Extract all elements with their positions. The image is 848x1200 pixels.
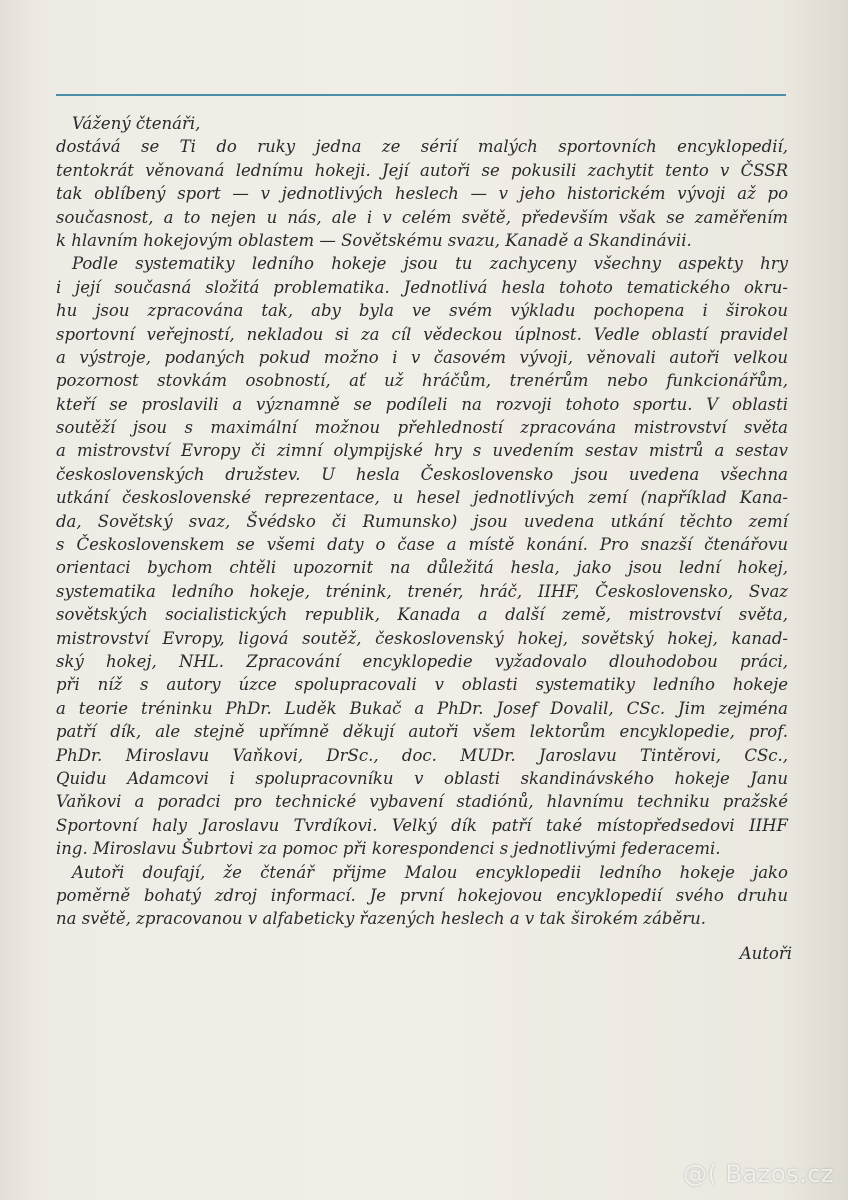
text-line: Vaňkovi a poradci pro technické vybavení stadiónů, hlavnímu techniku pražské	[56, 792, 788, 812]
text-line: tentokrát věnovaná lednímu hokeji. Její autoři se pokusili zachytit tento v ČSSR	[56, 160, 788, 180]
text-line: poměrně bohatý zdroj informací. Je první hokejovou encyklopedií svého druhu	[56, 885, 788, 905]
text-line: utkání československé reprezentace, u hesel jednotlivých zemí (například Kana-	[56, 488, 788, 508]
text-line: a teorie tréninku PhDr. Luděk Bukač a PhDr. Josef Dovalil, CSc. Jim zejména	[56, 698, 788, 718]
watermark-logo: @( Bazos.cz	[683, 1160, 834, 1188]
header-rule	[56, 94, 786, 96]
text-line: Podle systematiky ledního hokeje jsou tu zachyceny všechny aspekty hry	[72, 254, 788, 274]
text-line: dostává se Ti do ruky jedna ze sérií malých sportovních encyklopedií,	[56, 137, 788, 157]
text-line: československých družstev. U hesla Československo jsou uvedena všechna	[56, 464, 788, 484]
text-line: a výstroje, podaných pokud možno i v časovém vývoji, věnovali autoři velkou	[56, 347, 788, 367]
preface-text	[56, 112, 788, 931]
text-line: patří dík, ale stejně upřímně děkují autoři všem lektorům encyklopedie, prof.	[56, 722, 788, 742]
text-line: orientaci bychom chtěli upozornit na důležitá hesla, jako jsou lední hokej,	[56, 558, 788, 578]
text-line: s Československem se všemi daty o čase a místě konání. Pro snazší čtenářovu	[56, 535, 788, 555]
signature: Autoři	[739, 944, 792, 963]
text-line: hu jsou zpracována tak, aby byla ve svém výkladu pochopena i širokou	[56, 301, 788, 321]
text-line: současnost, a to nejen u nás, ale i v celém světě, především však se zaměřením	[56, 207, 788, 227]
text-line: Quidu Adamcovi i spolupracovníku v oblasti skandinávského hokeje Janu	[56, 768, 788, 788]
text-line: Vážený čtenáři,	[72, 114, 201, 133]
text-line: ing. Miroslavu Šubrtovi za pomoc při korespondenci s jednotlivými federacemi.	[56, 839, 721, 859]
text-line: da, Sovětský svaz, Švédsko či Rumunsko) jsou uvedena utkání těchto zemí	[56, 511, 788, 531]
text-line: PhDr. Miroslavu Vaňkovi, DrSc., doc. MUDr. Jaroslavu Tintěrovi, CSc.,	[56, 745, 788, 765]
text-line: ský hokej, NHL. Zpracování encyklopedie vyžadovalo dlouhodobou práci,	[56, 651, 788, 671]
text-line: sovětských socialistických republik, Kanada a další země, mistrovství světa,	[56, 605, 788, 625]
text-line: Sportovní haly Jaroslavu Tvrdíkovi. Velký dík patří také místopředsedovi IIHF	[56, 815, 788, 835]
text-line: k hlavním hokejovým oblastem — Sovětskému svazu, Kanadě a Skandinávii.	[56, 230, 692, 250]
text-line: soutěží jsou s maximální možnou přehledností zpracována mistrovství světa	[56, 418, 788, 438]
text-line: mistrovství Evropy, ligová soutěž, československý hokej, sovětský hokej, kanad-	[56, 628, 788, 648]
text-line: kteří se proslavili a významně se podíleli na rozvoji tohoto sportu. V oblasti	[56, 394, 788, 414]
text-line: sportovní veřejností, nekladou si za cíl vědeckou úplnost. Vedle oblastí pravidel	[56, 324, 788, 344]
text-line: a mistrovství Evropy či zimní olympijské hry s uvedením sestav mistrů a sestav	[56, 441, 788, 461]
text-line: na světě, zpracovanou v alfabeticky řazených heslech a v tak širokém záběru.	[56, 909, 707, 929]
text-line: i její současná složitá problematika. Jednotlivá hesla tohoto tematického okru-	[56, 277, 788, 297]
text-line: tak oblíbený sport — v jednotlivých heslech — v jeho historickém vývoji až po	[56, 184, 788, 204]
text-line: při níž s autory úzce spolupracovali v oblasti systematiky ledního hokeje	[56, 675, 788, 695]
text-line: pozornost stovkám osobností, ať už hráčům, trenérům nebo funkcionářům,	[56, 371, 788, 391]
text-line: Autoři doufají, že čtenář přijme Malou encyklopedii ledního hokeje jako	[72, 862, 788, 882]
text-line: systematika ledního hokeje, trénink, trenér, hráč, IIHF, Československo, Svaz	[56, 581, 788, 601]
